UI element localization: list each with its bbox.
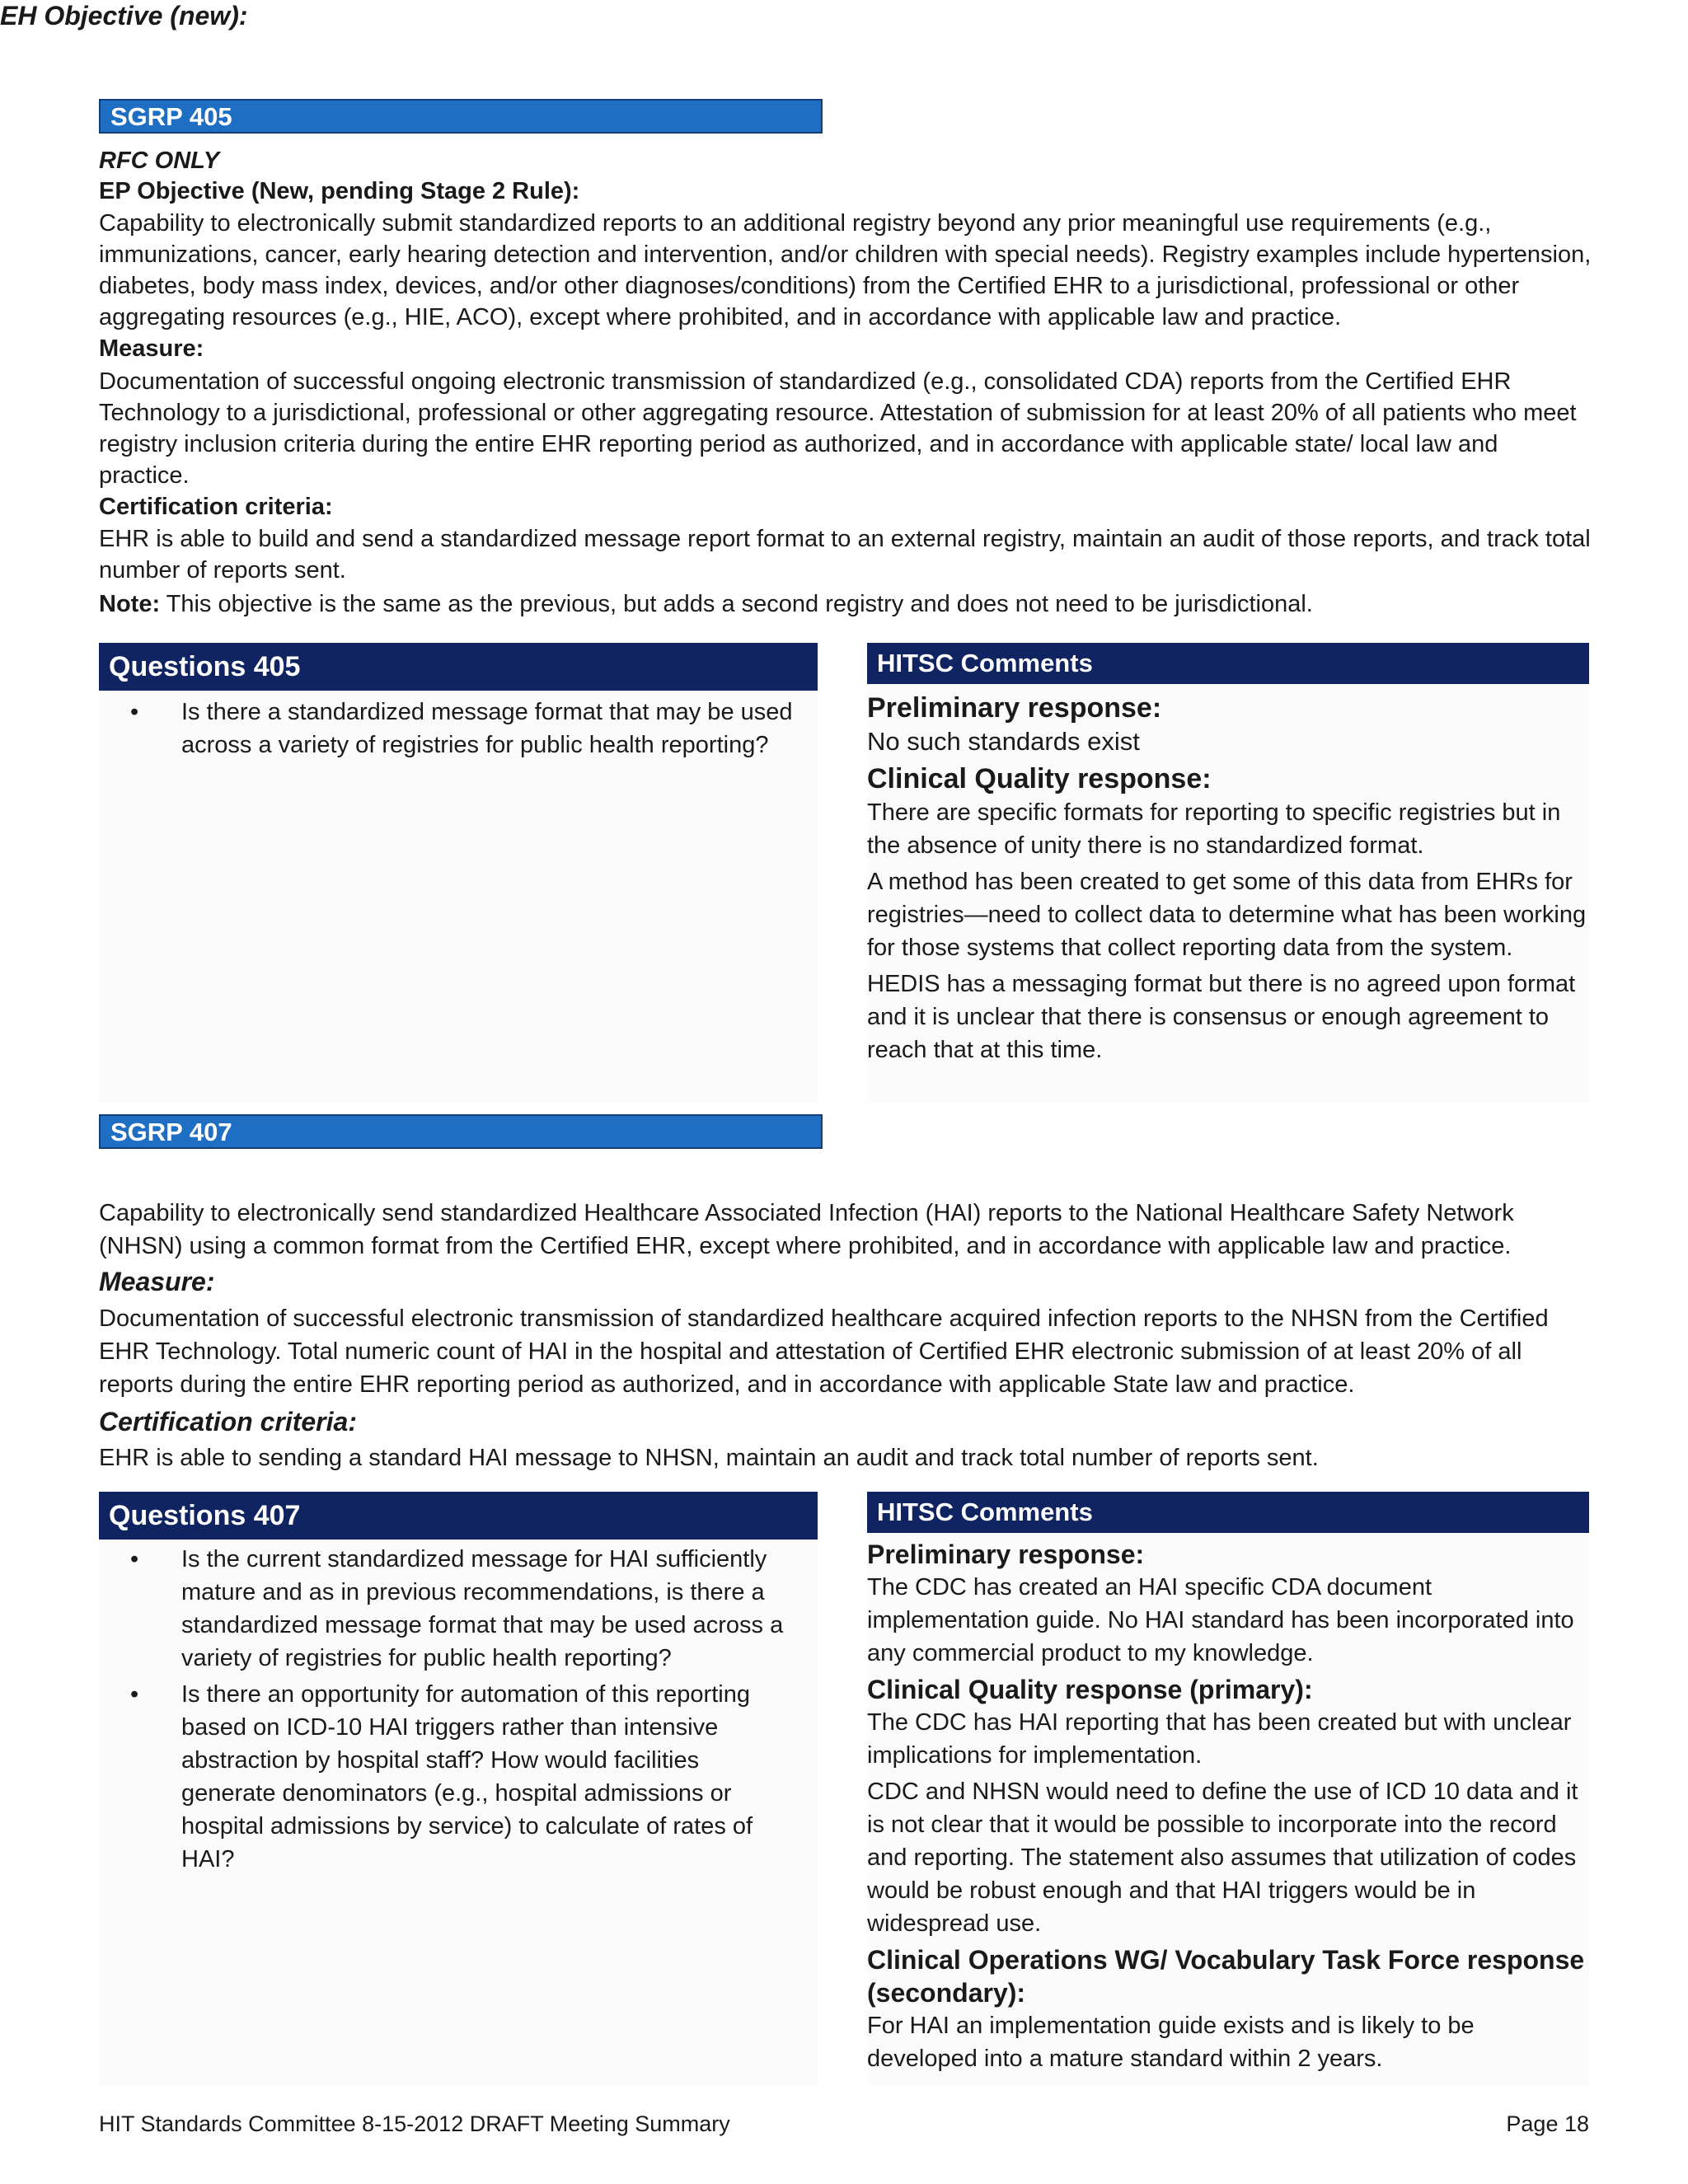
measure-407-text: Documentation of successful electronic transmission of standardized healthcare acquired infection reports to the NHSN from the Certified EHR Technology. Total numeric count of HAI in the hospital and attestation of Certified EHR electronic submission of at least 20% of all reports during the entire EHR reporting period as authorized, and in accordance with applicable State law and practice. xyxy=(99,1305,1549,1398)
question-407-2: • Is there an opportunity for automation of this reporting based on ICD-10 HAI triggers rather than intensive abstraction by hospital staff? How would facilities generate denominators (e.g., hospital admissions or hospital admissions by service) to calculate of rates of HAI? xyxy=(130,1681,753,1872)
note-label: Note: xyxy=(99,591,161,617)
question-407-1: • Is the current standardized message for HAI sufficiently mature and as in previous recommendations, is there a standardized message format that may be used across a variety of registries for public health reporting? xyxy=(130,1546,784,1671)
prelim-405-label: Preliminary response: xyxy=(867,692,1162,724)
prelim-407-text: The CDC has created an HAI specific CDA document implementation guide. No HAI standard has been incorporated into any commercial product to my knowledge. xyxy=(867,1574,1574,1666)
hitsc-comments-407-panel xyxy=(867,1533,1589,2085)
ops-407-label: Clinical Operations WG/ Vocabulary Task Force response (secondary): xyxy=(867,1945,1585,2008)
cq-405-para-3: HEDIS has a messaging format but there is no agreed upon format and it is unclear that there is consensus or enough agreement to reach that at this time. xyxy=(867,971,1576,1063)
page-number: Page 18 xyxy=(1506,2111,1589,2136)
cert-405-label: Certification criteria: xyxy=(99,494,333,520)
cq-407-label: Clinical Quality response (primary): xyxy=(867,1675,1313,1704)
note-405 xyxy=(99,588,1595,620)
note-text: This objective is the same as the previous, but adds a second registry and does not need to be jurisdictional. xyxy=(160,591,1313,617)
questions-405-header: Questions 405 xyxy=(99,643,818,691)
questions-407-header: Questions 407 xyxy=(99,1492,818,1540)
ep-objective-label: EP Objective (New, pending Stage 2 Rule): xyxy=(99,178,580,204)
cq-407-para-2: CDC and NHSN would need to define the use of ICD 10 data and it is not clear that it would be possible to incorporate into the record and reporting. The statement also assumes that utilization of codes would be robust enough and that HAI triggers would be in widespread use. xyxy=(867,1779,1578,1937)
hitsc-comments-405-header: HITSC Comments xyxy=(867,643,1589,684)
measure-405-text: Documentation of successful ongoing electronic transmission of standardized (e.g., consolidated CDA) reports from the Certified EHR Technology to a jurisdictional, professional or other aggregating resource. Attestation of submission for at least 20% of all patients who meet registry inclusion criteria during the entire EHR reporting period as authorized, and in accordance with applicable state/ local law and practice. xyxy=(99,368,1577,489)
questions-405-panel xyxy=(99,691,818,1103)
prelim-405-text: No such standards exist xyxy=(867,727,1140,756)
sgrp-405-header: SGRP 405 xyxy=(99,99,823,134)
sgrp-407-header: SGRP 407 xyxy=(99,1114,823,1149)
cert-407-label: Certification criteria: xyxy=(99,1407,357,1436)
cq-405-label: Clinical Quality response: xyxy=(867,763,1212,794)
rfc-only-label: RFC ONLY xyxy=(99,148,220,174)
hitsc-comments-405-panel xyxy=(867,684,1589,1103)
measure-407-label: Measure: xyxy=(99,1267,215,1296)
ep-objective-text: Capability to electronically submit standardized reports to an additional registry beyond any prior meaningful use requirements (e.g., immunizations, cancer, early hearing detection and intervention, and/or children with special needs). Registry examples include hypertension, diabetes, body mass index, devices, and/or other diagnoses/conditions) from the Certified EHR to a jurisdictional, professional or other aggregating resources (e.g., HIE, ACO), except where prohibited, and in accordance with applicable law and practice. xyxy=(99,210,1592,330)
footer-title: HIT Standards Committee 8-15-2012 DRAFT Meeting Summary xyxy=(99,2111,730,2136)
cert-405-text: EHR is able to build and send a standardized message report format to an external registry, maintain an audit of those reports, and track total number of reports sent. xyxy=(99,526,1591,583)
cert-407-text: EHR is able to sending a standard HAI message to NHSN, maintain an audit and track total number of reports sent. xyxy=(99,1445,1319,1471)
cq-405-para-1: There are specific formats for reporting to specific registries but in the absence of unity there is no standardized format. xyxy=(867,799,1561,859)
prelim-407-label: Preliminary response: xyxy=(867,1540,1145,1569)
eh-objective-text: Capability to electronically send standardized Healthcare Associated Infection (HAI) reports to the National Healthcare Safety Network (NHSN) using a common format from the Certified EHR, except where prohibited, and in accordance with applicable law and practice. xyxy=(99,1200,1514,1259)
ops-407-text: For HAI an implementation guide exists and is likely to be developed into a mature standard within 2 years. xyxy=(867,2013,1475,2072)
measure-405-label: Measure: xyxy=(99,335,204,362)
eh-objective-label: EH Objective (new): xyxy=(0,1,248,30)
cq-407-para-1: The CDC has HAI reporting that has been created but with unclear implications for implementation. xyxy=(867,1709,1572,1769)
questions-407-panel xyxy=(99,1540,818,2085)
cq-405-para-2: A method has been created to get some of this data from EHRs for registries—need to collect data to determine what has been working for those systems that collect reporting data from the system. xyxy=(867,869,1587,961)
question-405-1: • Is there a standardized message format that may be used across a variety of registries for public health reporting? xyxy=(130,699,793,758)
hitsc-comments-407-header: HITSC Comments xyxy=(867,1492,1589,1533)
